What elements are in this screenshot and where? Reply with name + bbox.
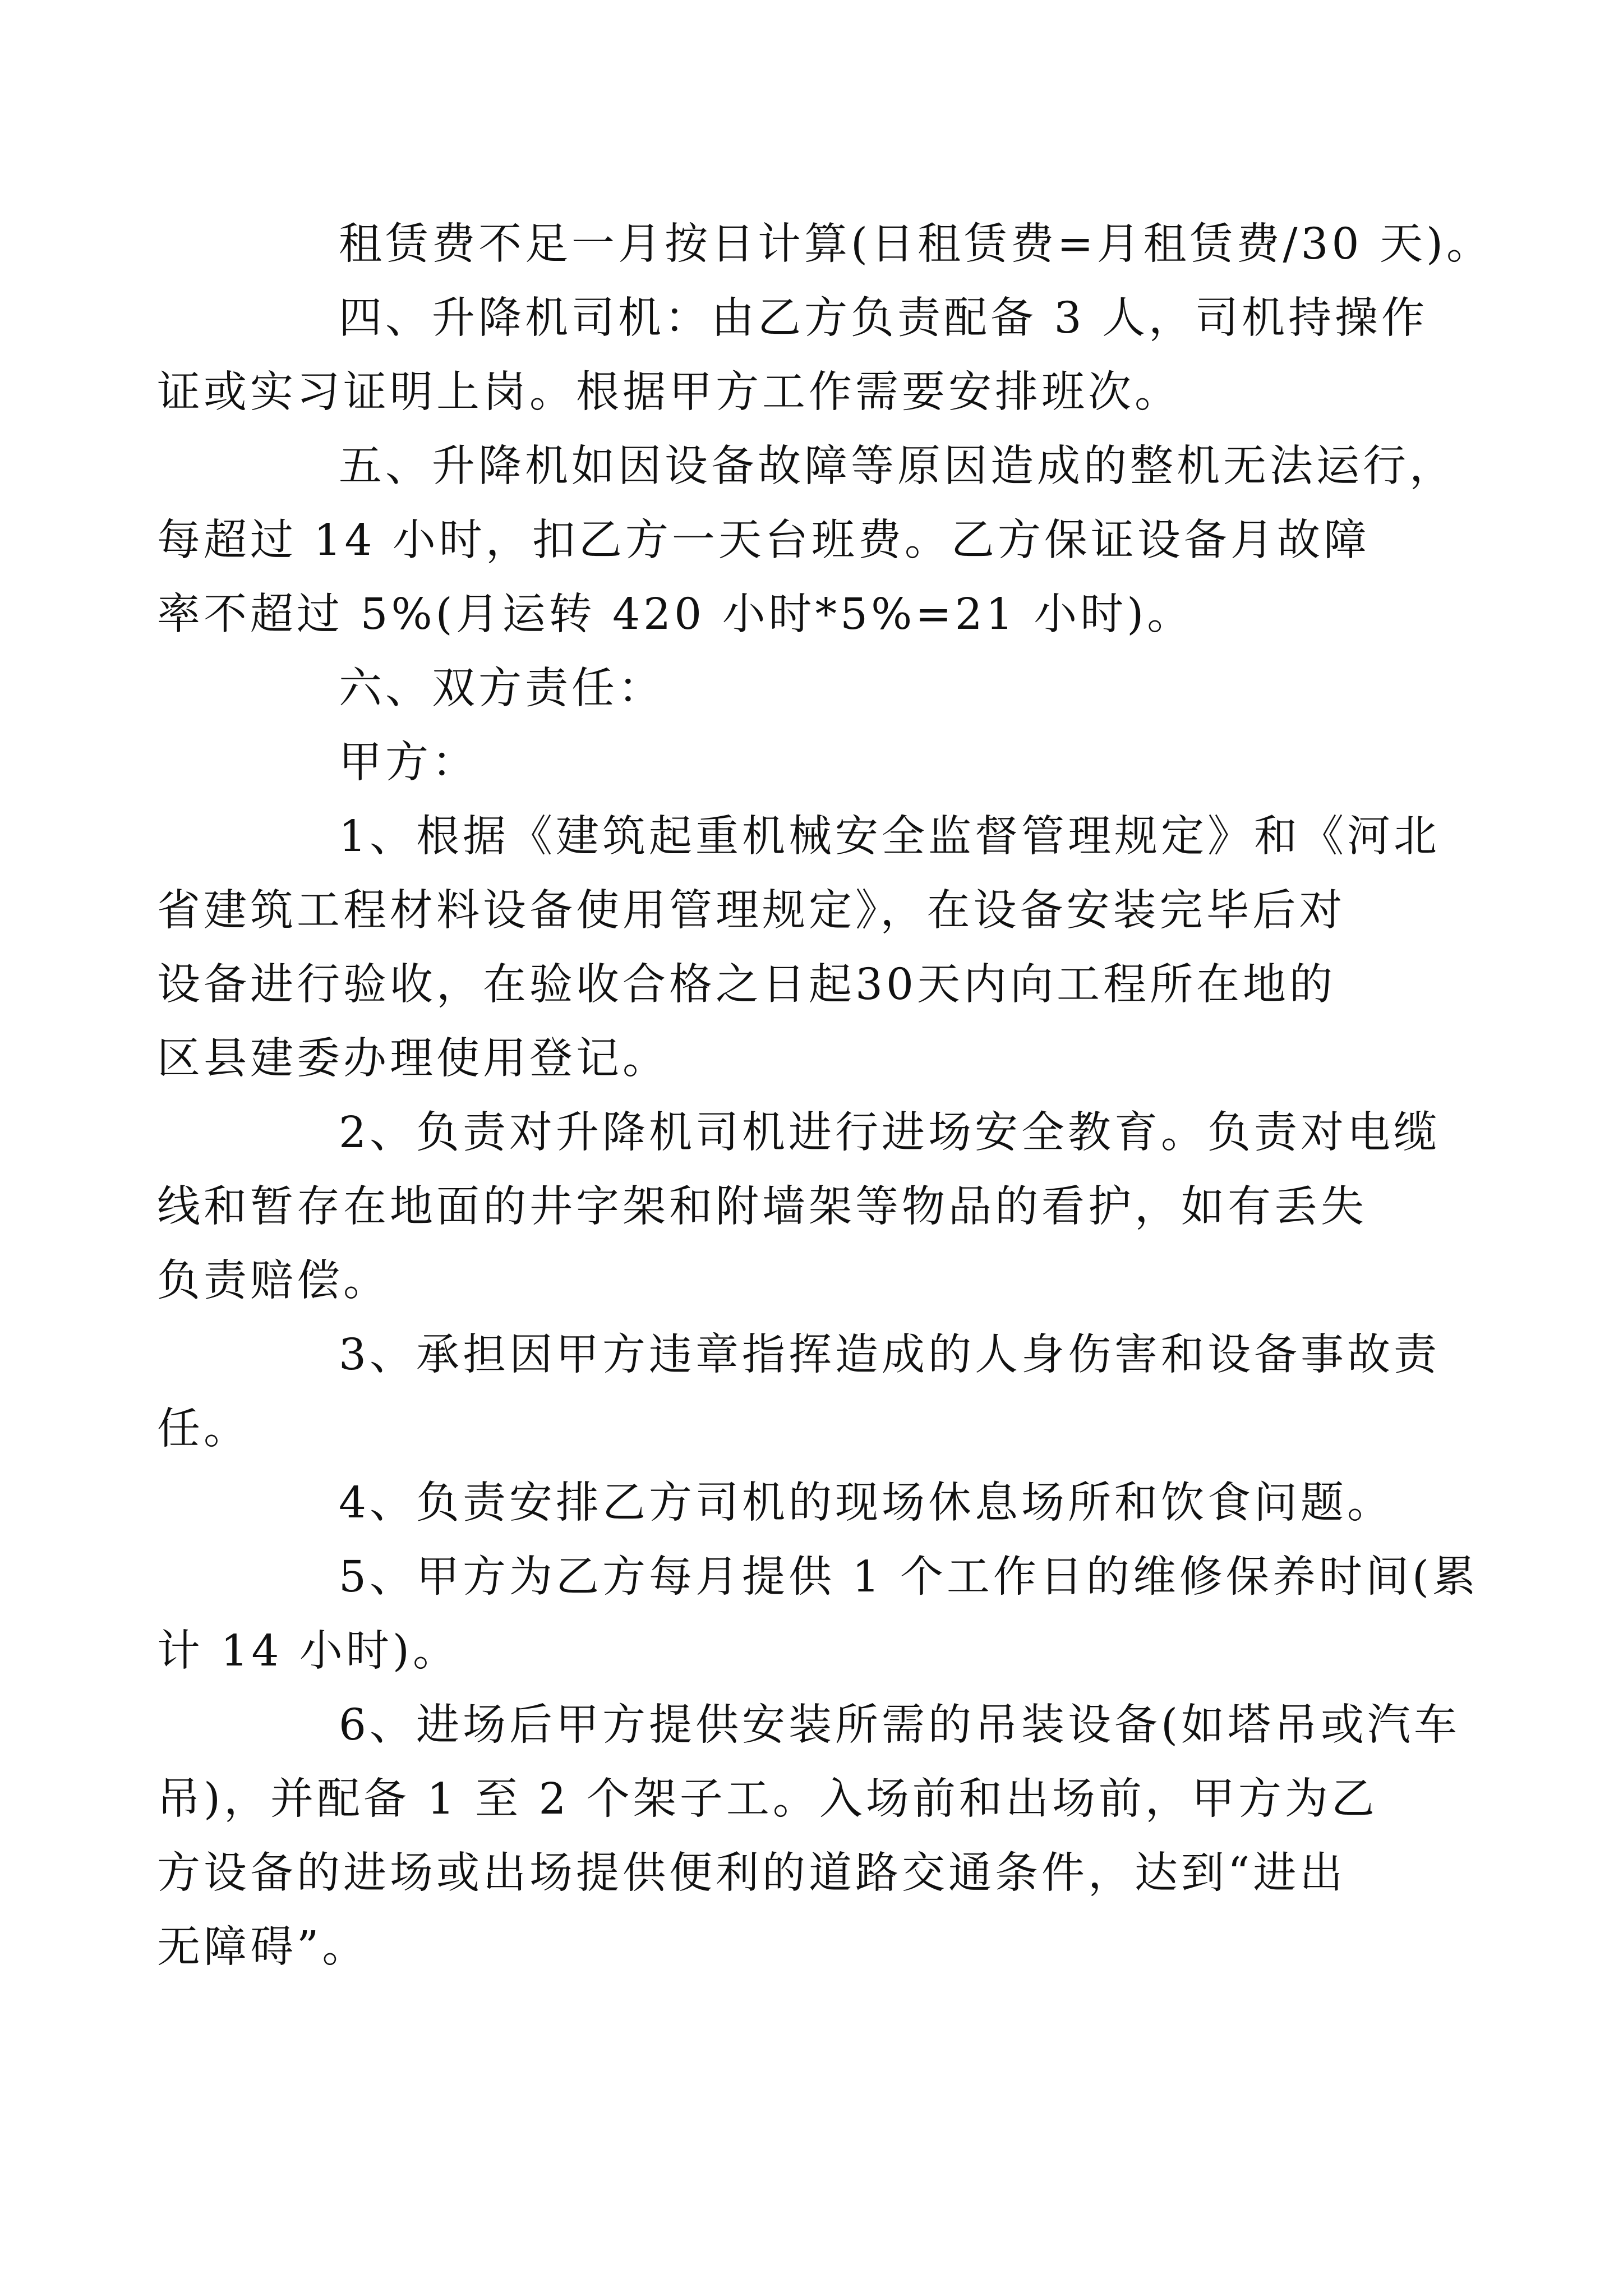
paragraph-item-2 [157, 1096, 1440, 1318]
paragraph-item-5 [157, 1540, 1479, 1688]
text-line: 省建筑工程材料设备使用管理规定》，在设备安装完毕后对 [157, 886, 1346, 936]
text-line: 六、双方责任： [339, 664, 665, 714]
paragraph-rent-daily [248, 208, 1493, 282]
paragraph-item-4 [248, 1466, 1394, 1540]
text-line: 每超过 14 小时，扣乙方一天台班费。乙方保证设备月故障 [157, 516, 1370, 565]
paragraph-section-4-driver [157, 282, 1428, 430]
text-line: 5、甲方为乙方每月提供 1 个工作日的维修保养时间(累 [339, 1552, 1479, 1602]
text-line: 证或实习证明上岗。根据甲方工作需要安排班次。 [157, 367, 1181, 417]
paragraph-item-3 [157, 1318, 1440, 1466]
text-line: 任。 [157, 1404, 250, 1454]
text-line: 4、负责安排乙方司机的现场休息场所和饮食问题。 [339, 1478, 1394, 1528]
text-line: 设备进行验收，在验收合格之日起30天内向工程所在地的 [157, 960, 1336, 1010]
text-line: 五、升降机如因设备故障等原因造成的整机无法运行， [339, 441, 1456, 491]
text-line: 1、根据《建筑起重机械安全监督管理规定》和《河北 [339, 812, 1440, 862]
paragraph-item-1 [157, 800, 1440, 1096]
text-line: 方设备的进场或出场提供便利的道路交通条件，达到“进出 [157, 1848, 1347, 1898]
text-line: 计 14 小时)。 [157, 1626, 459, 1676]
paragraph-section-6-heading [248, 652, 1386, 726]
text-line: 无障碍”。 [157, 1922, 369, 1972]
paragraph-party-a-heading [248, 726, 1386, 800]
text-line: 四、升降机司机：由乙方负责配备 3 人，司机持操作 [339, 293, 1428, 343]
text-line: 租赁费不足一月按日计算(日租赁费=月租赁费/30 天)。 [339, 219, 1493, 269]
text-line: 2、负责对升降机司机进行进场安全教育。负责对电缆 [339, 1108, 1440, 1158]
text-line: 率不超过 5%(月运转 420 小时*5%=21 小时)。 [157, 590, 1194, 639]
paragraph-item-6 [157, 1688, 1461, 1985]
text-line: 线和暂存在地面的井字架和附墙架等物品的看护，如有丢失 [157, 1182, 1367, 1232]
text-line: 负责赔偿。 [157, 1256, 390, 1306]
document-body [157, 208, 1493, 1985]
text-line: 甲方： [339, 738, 478, 788]
text-line: 3、承担因甲方违章指挥造成的人身伤害和设备事故责 [339, 1330, 1440, 1380]
text-line: 6、进场后甲方提供安装所需的吊装设备(如塔吊或汽车 [339, 1700, 1461, 1750]
text-line: 吊)，并配备 1 至 2 个架子工。入场前和出场前，甲方为乙 [157, 1774, 1378, 1824]
paragraph-section-5-fault [157, 430, 1456, 652]
text-line: 区县建委办理使用登记。 [157, 1034, 669, 1084]
